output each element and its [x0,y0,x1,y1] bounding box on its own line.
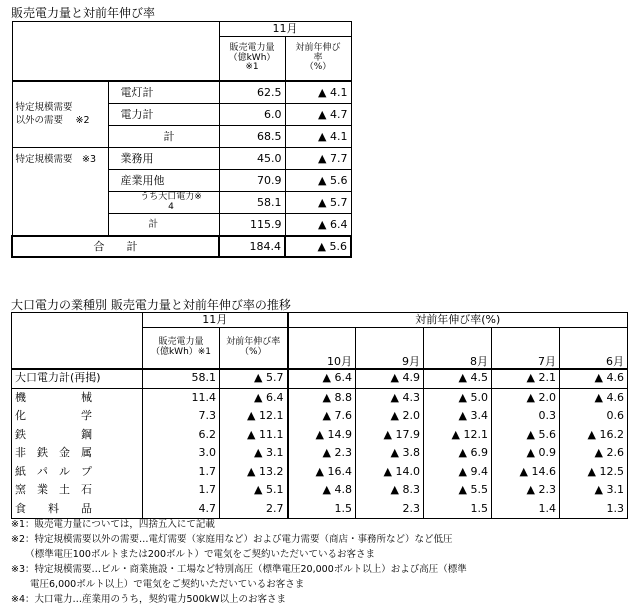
corner-cell [12,313,143,370]
growth-header: 対前年伸び率 （%） [220,328,288,370]
total-growth: ▲ 5.6 [285,236,351,257]
footnote: 電圧6,000ボルト以上）で電気をご契約いただいているお客さま [11,579,305,590]
trend-value: 1.5 [424,500,492,519]
trend-value: 1.3 [560,500,628,519]
trend-value: ▲ 2.0 [356,407,424,426]
footnote: ※2：特定規模需要以外の需要…電灯需要（家庭用など）および電力需要（商店・事務所など）など低圧 [11,534,453,545]
total-sales: 184.4 [219,236,285,257]
trend-value: ▲ 2.3 [288,444,356,463]
trend-value: ▲ 12.1 [424,426,492,445]
sales-value: 11.4 [143,388,220,407]
table-row [12,426,628,445]
sales-table [11,21,352,258]
row-label: 産業用他 [108,170,219,192]
footnote: ※4：大口電力…産業用のうち，契約電力500kW以上のお客さま [11,594,287,605]
footnote: （標準電圧100ボルトまたは200ボルト）で電気をご契約いただいているお客さま [11,549,376,560]
sales-value: 6.2 [143,426,220,445]
industry-label: 大口電力計(再掲) [12,369,143,388]
trend-value: ▲ 17.9 [356,426,424,445]
trend-value: ▲ 4.5 [424,369,492,388]
trend-value: 0.6 [560,407,628,426]
growth-value: ▲ 4.1 [285,126,351,148]
month-col-header: 9月 [356,328,424,370]
trend-value: ▲ 14.0 [356,463,424,482]
sales-value: 6.0 [219,104,285,126]
industry-table [11,312,628,370]
trend-value: ▲ 14.6 [492,463,560,482]
row-label: 計 [108,126,219,148]
sales-header: 販売電力量 （億kWh）※1 [143,328,220,370]
trend-value: ▲ 2.0 [492,388,560,407]
trend-value: ▲ 6.9 [424,444,492,463]
growth-value: ▲ 5.1 [220,481,288,500]
row-label: うち大口電力※ 4 [108,192,219,214]
row-label: 業務用 [108,148,219,170]
trend-value: ▲ 5.0 [424,388,492,407]
trend-value: 2.3 [356,500,424,519]
month-header: 11月 [143,313,288,328]
sales-header: 販売電力量 （億kWh）※1 [219,37,285,82]
trend-value: ▲ 3.8 [356,444,424,463]
trend-value: ▲ 12.5 [560,463,628,482]
growth-value: ▲ 5.7 [220,369,288,388]
row-label: 計 [108,214,219,237]
group-specific-label: 特定規模需要 ※3 [12,148,108,237]
group-non-specific-label: 特定規模需要 以外の需要 ※2 [12,81,108,148]
industry-label: 鉄 鋼 [12,426,143,445]
row-label: 電力計 [108,104,219,126]
table-row [12,463,628,482]
trend-value: ▲ 5.6 [492,426,560,445]
trend-value: ▲ 5.5 [424,481,492,500]
sales-value: 1.7 [143,481,220,500]
sales-value: 45.0 [219,148,285,170]
total-label: 合 計 [12,236,219,257]
growth-value: ▲ 12.1 [220,407,288,426]
trend-value: ▲ 4.6 [560,388,628,407]
table-row [12,407,628,426]
trend-value: ▲ 4.6 [560,369,628,388]
table-row [12,481,628,500]
month-col-header: 7月 [492,328,560,370]
sales-value: 7.3 [143,407,220,426]
growth-value: ▲ 6.4 [285,214,351,237]
industry-label: 化 学 [12,407,143,426]
row-label: 電灯計 [108,81,219,104]
trend-value: ▲ 2.1 [492,369,560,388]
growth-value: ▲ 5.6 [285,170,351,192]
footnotes [11,517,467,607]
corner-cell [12,22,219,82]
sales-value: 4.7 [143,500,220,519]
trend-value: ▲ 2.6 [560,444,628,463]
table-row [12,369,628,388]
table1-title: 販売電力量と対前年伸び率 [11,6,156,20]
trend-value: ▲ 7.6 [288,407,356,426]
table-row [12,388,628,407]
trend-value: ▲ 14.9 [288,426,356,445]
table-row [12,444,628,463]
growth-value: ▲ 4.1 [285,81,351,104]
month-header: 11月 [219,22,351,37]
trend-value: 0.3 [492,407,560,426]
trend-value: ▲ 8.3 [356,481,424,500]
footnote: ※1：販売電力量については，四捨五入にて記載 [11,519,215,530]
trend-value: 1.4 [492,500,560,519]
trend-value: ▲ 3.4 [424,407,492,426]
sales-value: 62.5 [219,81,285,104]
trend-value: ▲ 8.8 [288,388,356,407]
trend-header: 対前年伸び率(%) [288,313,628,328]
industry-label: 窯 業 土 石 [12,481,143,500]
industry-label: 機 械 [12,388,143,407]
growth-value: ▲ 11.1 [220,426,288,445]
sales-value: 115.9 [219,214,285,237]
growth-value: ▲ 4.7 [285,104,351,126]
trend-value: 1.5 [288,500,356,519]
trend-value: ▲ 9.4 [424,463,492,482]
sales-value: 68.5 [219,126,285,148]
footnote: ※3：特定規模需要…ビル・商業施設・工場など特別高圧（標準電圧20,000ボルト以上）および高圧（標準 [11,564,467,575]
industry-label: 非 鉄 金 属 [12,444,143,463]
trend-value: ▲ 4.8 [288,481,356,500]
growth-value: ▲ 6.4 [220,388,288,407]
growth-value: ▲ 5.7 [285,192,351,214]
sales-value: 58.1 [219,192,285,214]
growth-value: ▲ 13.2 [220,463,288,482]
sales-value: 1.7 [143,463,220,482]
trend-value: ▲ 0.9 [492,444,560,463]
trend-value: ▲ 6.4 [288,369,356,388]
sales-value: 70.9 [219,170,285,192]
trend-value: ▲ 3.1 [560,481,628,500]
trend-value: ▲ 2.3 [492,481,560,500]
table-row [12,500,628,519]
month-col-header: 10月 [288,328,356,370]
sales-value: 3.0 [143,444,220,463]
growth-header: 対前年伸び 率 （%） [285,37,351,82]
trend-value: ▲ 16.2 [560,426,628,445]
trend-value: ▲ 4.3 [356,388,424,407]
month-col-header: 6月 [560,328,628,370]
trend-value: ▲ 4.9 [356,369,424,388]
industry-label: 食 料 品 [12,500,143,519]
growth-value: 2.7 [220,500,288,519]
industry-label: 紙 パ ル プ [12,463,143,482]
month-col-header: 8月 [424,328,492,370]
trend-value: ▲ 16.4 [288,463,356,482]
growth-value: ▲ 7.7 [285,148,351,170]
table2-title: 大口電力の業種別 販売電力量と対前年伸び率の推移 [11,298,291,312]
sales-value: 58.1 [143,369,220,388]
industry-table-body [11,369,628,519]
growth-value: ▲ 3.1 [220,444,288,463]
